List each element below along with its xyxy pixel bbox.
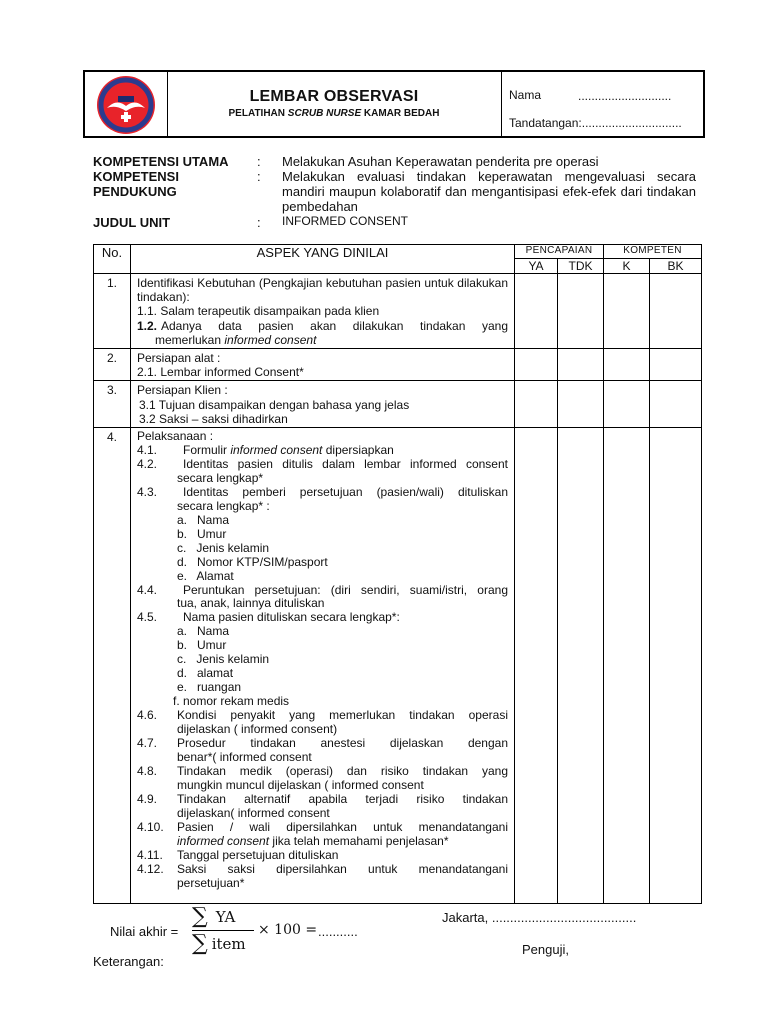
name-field[interactable]: ............................: [578, 89, 672, 103]
aspect-item-cont: secara lengkap* :: [177, 498, 270, 513]
check-ya[interactable]: [515, 349, 558, 381]
aspect-item-cont: dijelaskan( informed consent: [177, 805, 330, 820]
signature-cell: [502, 72, 703, 136]
row-number: 1.: [94, 274, 131, 349]
check-k[interactable]: [604, 274, 650, 349]
check-ya[interactable]: [515, 381, 558, 428]
aspect-item: 4.6. Kondisi penyakit yang memerlukan tindakan operasi: [137, 708, 508, 723]
aspect-cell: [131, 274, 515, 349]
sigma-symbol: ∑: [192, 931, 208, 956]
col-no-header: No.: [94, 245, 131, 274]
aspect-item: 4.3. Identitas pemberi persetujuan (pasien/wali) dituliskan: [137, 484, 508, 499]
assessment-table: [93, 244, 702, 904]
formula-numerator: YA: [215, 907, 236, 926]
kompetensi-pendukung-value: Melakukan evaluasi tindakan keperawatan mengevaluasi secara mandiri maupun kolaboratif dan mengantisipasi efek-efek dari tindakan pembedahan: [282, 169, 696, 214]
aspect-item: 4.2. Identitas pasien ditulis dalam lembar informed consent: [137, 456, 508, 471]
form-subtitle: PELATIHAN SCRUB NURSE KAMAR BEDAH: [228, 108, 440, 119]
col-k-header: K: [604, 259, 650, 274]
aspect-item-cont: memerlukan informed consent: [155, 332, 317, 347]
check-bk[interactable]: [650, 428, 702, 904]
list-item: c. Jenis kelamin: [177, 652, 270, 667]
score-formula: [192, 904, 262, 956]
check-bk[interactable]: [650, 381, 702, 428]
aspect-item-cont: persetujuan*: [177, 875, 245, 890]
kompetensi-pendukung-label: KOMPETENSI: [93, 169, 179, 184]
col-tdk-header: TDK: [558, 259, 604, 274]
check-ya[interactable]: [515, 428, 558, 904]
check-tdk[interactable]: [558, 274, 604, 349]
table-row: [94, 428, 702, 904]
aspect-item: 4.12. Saksi saksi dipersilahkan untuk menandatangani: [137, 861, 508, 876]
aspect-item: 3.1 Tujuan disampaikan dengan bahasa yang jelas: [139, 397, 410, 412]
aspect-item: 4.10. Pasien / wali dipersilahkan untuk menandatangani: [137, 819, 508, 834]
aspect-item: 4.7. Prosedur tindakan anestesi dijelaskan dengan: [137, 736, 508, 750]
aspect-item-cont: secara lengkap*: [177, 470, 264, 485]
list-item: e. Alamat: [177, 568, 234, 583]
aspect-item: 2.1. Lembar informed Consent*: [137, 365, 304, 380]
aspect-item-cont: informed consent jika telah memahami penjelasan*: [177, 833, 449, 848]
formula-denominator: item: [211, 934, 246, 953]
aspect-item: 4.4. Peruntukan persetujuan: (diri sendiri, suami/istri, orang: [137, 582, 508, 597]
col-aspek-header: ASPEK YANG DINILAI: [131, 245, 515, 274]
list-item: c. Jenis kelamin: [177, 540, 270, 555]
penguji-label: Penguji,: [522, 942, 569, 957]
keterangan-label: Keterangan:: [93, 954, 164, 969]
signature-field[interactable]: Tandatangan:..............................: [509, 116, 682, 130]
form-title: LEMBAR OBSERVASI: [249, 88, 419, 105]
aspect-item-cont: mungkin muncul dijelaskan ( informed consent: [177, 777, 424, 792]
col-pencapaian-header: PENCAPAIAN: [515, 245, 604, 259]
kompetensi-pendukung-label-2: PENDUKUNG: [93, 184, 177, 199]
check-ya[interactable]: [515, 274, 558, 349]
table-row: [94, 274, 702, 349]
aspect-cell: [131, 428, 515, 904]
aspect-item-cont: benar*( informed consent: [177, 749, 312, 764]
sub-list: [137, 514, 508, 584]
aspect-item: 4.9. Tindakan alternatif apabila terjadi risiko tindakan: [137, 791, 508, 806]
aspect-heading: Identifikasi Kebutuhan (Pengkajian kebutuhan pasien untuk dilakukan tindakan):: [137, 276, 508, 305]
nursing-seal-icon: [85, 72, 167, 136]
aspect-item: 4.1. Formulir informed consent dipersiapkan: [137, 442, 394, 457]
col-bk-header: BK: [650, 259, 702, 274]
list-item: a. Nama: [177, 512, 230, 527]
aspect-item: 4.8. Tindakan medik (operasi) dan risiko tindakan yang: [137, 763, 508, 778]
list-item: d. Nomor KTP/SIM/pasport: [177, 554, 328, 569]
col-kompeten-header: KOMPETEN: [604, 245, 702, 259]
table-row: [94, 349, 702, 381]
list-item: e. ruangan: [177, 680, 242, 695]
check-tdk[interactable]: [558, 381, 604, 428]
judul-unit-label: JUDUL UNIT: [93, 215, 171, 230]
aspect-heading: Persiapan Klien :: [137, 383, 228, 398]
list-item: f. nomor rekam medis: [173, 694, 290, 709]
check-k[interactable]: [604, 349, 650, 381]
aspect-cell: [131, 349, 515, 381]
sigma-symbol: ∑: [192, 904, 208, 929]
form-header: [83, 70, 705, 138]
nilai-akhir-label: Nilai akhir =: [110, 924, 179, 939]
name-label: Nama: [509, 88, 542, 102]
colon: :: [257, 169, 261, 184]
aspect-heading: Persiapan alat :: [137, 351, 221, 366]
logo-cell: [85, 72, 168, 136]
row-number: 4.: [94, 428, 131, 904]
aspect-item-cont: dijelaskan ( informed consent): [177, 722, 338, 737]
check-tdk[interactable]: [558, 428, 604, 904]
aspect-item: 4.5. Nama pasien dituliskan secara lengkap*:: [137, 610, 400, 625]
row-number: 2.: [94, 349, 131, 381]
check-bk[interactable]: [650, 349, 702, 381]
judul-unit-value: INFORMED CONSENT: [282, 214, 408, 228]
sub-list: [137, 625, 508, 709]
colon: :: [257, 154, 261, 169]
aspect-item: 1.1. Salam terapeutik disampaikan pada klien: [137, 304, 380, 319]
kompetensi-utama-label: KOMPETENSI UTAMA: [93, 154, 229, 169]
list-item: d. alamat: [177, 666, 234, 681]
formula-multiplier: × 100 =: [258, 922, 318, 938]
check-bk[interactable]: [650, 274, 702, 349]
aspect-item-cont: tua, anak, lainnya dituliskan: [177, 596, 325, 611]
check-k[interactable]: [604, 381, 650, 428]
aspect-heading: Pelaksanaan :: [137, 429, 214, 444]
list-item: b. Umur: [177, 638, 227, 653]
col-ya-header: YA: [515, 259, 558, 274]
list-item: a. Nama: [177, 624, 230, 639]
aspect-item: 1.2. Adanya data pasien akan dilakukan tindakan yang: [137, 318, 508, 333]
aspect-item: 4.11. Tanggal persetujuan dituliskan: [137, 847, 339, 862]
aspect-cell: [131, 381, 515, 428]
table-row: [94, 381, 702, 428]
title-cell: [167, 72, 502, 136]
aspect-item: 3.2 Saksi – saksi dihadirkan: [139, 411, 288, 426]
check-tdk[interactable]: [558, 349, 604, 381]
list-item: b. Umur: [177, 526, 227, 541]
score-field[interactable]: ...........: [318, 924, 358, 939]
colon: :: [257, 215, 261, 230]
check-k[interactable]: [604, 428, 650, 904]
place-date[interactable]: Jakarta, ........................................: [442, 910, 637, 925]
kompetensi-utama-value: Melakukan Asuhan Keperawatan penderita pre operasi: [282, 154, 599, 169]
row-number: 3.: [94, 381, 131, 428]
